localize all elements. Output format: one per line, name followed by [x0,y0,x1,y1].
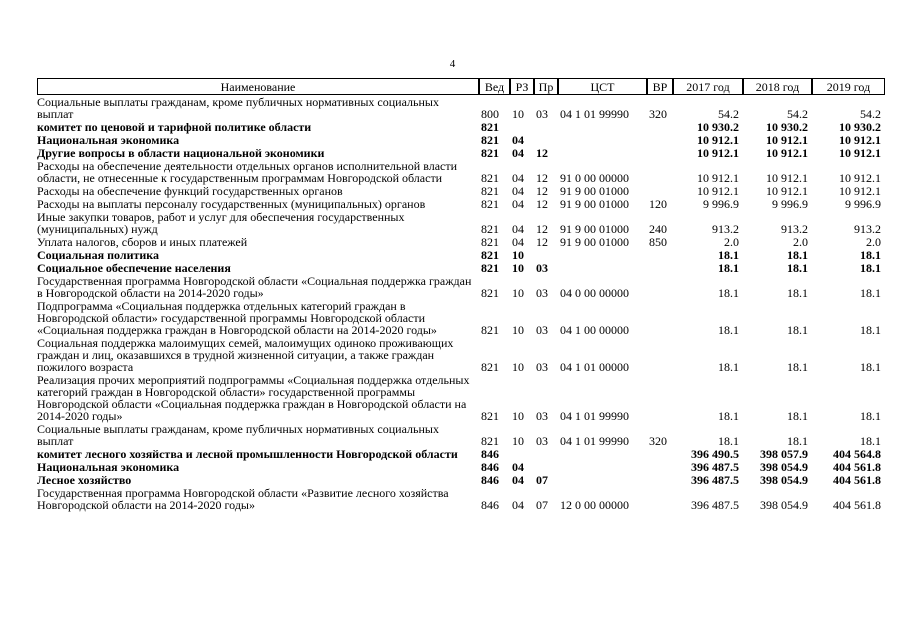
cell-2019: 54.2 [860,107,881,121]
cell-rz: 10 [512,434,524,448]
cell-cst: 91 0 00 00000 [560,171,629,185]
cell-pr: 03 [536,360,548,374]
cell-rz: 04 [512,498,524,512]
cell-vr [647,159,673,184]
table-row [37,184,885,197]
cell-2017: 54.2 [718,107,739,121]
cell-pr: 07 [536,498,548,512]
cell-2018: 9 996.9 [772,197,808,211]
cell-name: Государственная программа Новгородской области «Социальная поддержка граждан в Новгородской области на 2014-2020 годы» [37,274,472,300]
cell-pr: 12 [536,184,548,198]
cell-2017: 913.2 [712,222,739,236]
cell-2017: 396 487.5 [691,498,739,512]
cell-cst: 04 1 01 00000 [560,360,629,374]
cell-rz: 04 [512,184,524,198]
cell-vr: 320 [649,107,667,121]
cell-rz: 04 [512,146,524,160]
cell-2017: 396 490.5 [691,447,739,461]
cell-cst [558,261,647,274]
cell-name: Иные закупки товаров, работ и услуг для обеспечения государственных (муниципальных) нужд [37,210,405,236]
cell-pr: 03 [536,107,548,121]
cell-vr [647,146,673,159]
table-body [37,95,885,511]
cell-2019: 10 912.1 [839,171,881,185]
cell-2018: 18.1 [787,248,808,262]
cell-ved: 821 [481,409,499,423]
page-number: 4 [449,58,456,70]
cell-2017: 10 912.1 [697,184,739,198]
table-row [37,210,885,235]
cell-2018: 398 054.9 [760,473,808,487]
cell-2019: 10 912.1 [839,146,881,160]
cell-2018: 10 912.1 [766,171,808,185]
cell-2018: 18.1 [787,434,808,448]
cell-cst [558,460,647,473]
cell-cst [558,146,647,159]
cell-ved: 846 [481,473,499,487]
table-row [37,299,885,336]
cell-2017: 396 487.5 [691,473,739,487]
cell-pr: 03 [536,434,548,448]
cell-cst: 04 1 01 99990 [560,409,629,423]
cell-rz: 10 [512,248,524,262]
cell-pr: 12 [536,171,548,185]
cell-rz: 04 [512,133,524,147]
cell-2018: 18.1 [787,323,808,337]
cell-cst: 91 9 00 01000 [560,184,629,198]
cell-pr: 07 [536,473,548,487]
cell-name: Национальная экономика [37,133,180,147]
cell-pr: 03 [536,323,548,337]
cell-2019: 18.1 [860,360,881,374]
cell-vr [647,373,673,422]
cell-cst: 91 9 00 01000 [560,197,629,211]
column-header-2019: 2019 год [812,78,885,95]
cell-pr: 12 [536,235,548,249]
column-header-cst: ЦСТ [558,78,647,95]
cell-cst: 04 0 00 00000 [560,286,629,300]
column-header-vr: ВР [647,78,673,95]
cell-rz: 10 [512,409,524,423]
cell-rz: 04 [512,222,524,236]
cell-pr: 12 [536,222,548,236]
cell-cst: 04 1 01 99990 [560,107,629,121]
cell-2019: 18.1 [860,323,881,337]
table-row [37,95,885,120]
cell-cst: 04 1 01 99990 [560,434,629,448]
column-header-rz: РЗ [510,78,534,95]
cell-name: Социальные выплаты гражданам, кроме публичных нормативных социальных выплат [37,422,439,448]
cell-rz: 10 [512,261,524,275]
cell-ved: 821 [481,222,499,236]
cell-name: Национальная экономика [37,460,180,474]
cell-rz: 04 [512,460,524,474]
cell-cst: 04 1 00 00000 [560,323,629,337]
cell-pr [534,120,558,133]
cell-vr [647,447,673,460]
cell-vr [647,460,673,473]
cell-rz: 04 [512,473,524,487]
cell-2019: 404 561.8 [833,473,881,487]
cell-2018: 10 912.1 [766,184,808,198]
cell-rz: 04 [512,197,524,211]
table-row [37,460,885,473]
cell-2017: 18.1 [718,409,739,423]
cell-rz [510,447,534,460]
cell-ved: 846 [481,498,499,512]
cell-vr: 320 [649,434,667,448]
cell-2018: 398 054.9 [760,498,808,512]
cell-2019: 404 561.8 [833,460,881,474]
cell-2017: 18.1 [718,434,739,448]
cell-2019: 18.1 [860,409,881,423]
cell-cst [558,473,647,486]
cell-cst [558,447,647,460]
cell-2017: 18.1 [718,261,739,275]
cell-rz: 10 [512,323,524,337]
cell-ved: 821 [481,133,499,147]
cell-vr [647,486,673,511]
cell-2018: 10 912.1 [766,133,808,147]
cell-2018: 18.1 [787,261,808,275]
cell-name: Расходы на обеспечение деятельности отдельных органов исполнительной власти области, не отнесенные к государственным программам Новгородской области [37,159,458,185]
cell-vr [647,261,673,274]
cell-rz: 10 [512,360,524,374]
column-header-ved: Вед [479,78,510,95]
cell-2018: 18.1 [787,360,808,374]
cell-pr [534,460,558,473]
table-row [37,373,885,422]
table-row [37,159,885,184]
table-row [37,235,885,248]
column-header-name: Наименование [37,78,479,95]
cell-name: Лесное хозяйство [37,473,132,487]
cell-ved: 821 [481,434,499,448]
cell-2017: 2.0 [724,235,739,249]
cell-2018: 18.1 [787,286,808,300]
cell-2017: 18.1 [718,360,739,374]
cell-name: Государственная программа Новгородской области «Развитие лесного хозяйства Новгородской области на 2014-2020 годы» [37,486,449,512]
cell-ved: 821 [481,286,499,300]
column-header-2017: 2017 год [673,78,743,95]
table-row [37,133,885,146]
cell-ved: 821 [481,261,499,275]
cell-vr: 850 [649,235,667,249]
cell-name: Расходы на обеспечение функций государственных органов [37,184,343,198]
cell-2017: 396 487.5 [691,460,739,474]
cell-2018: 54.2 [787,107,808,121]
cell-ved: 821 [481,197,499,211]
cell-ved: 821 [481,323,499,337]
cell-pr [534,248,558,261]
cell-name: Другие вопросы в области национальной экономики [37,146,325,160]
cell-2017: 18.1 [718,323,739,337]
cell-2017: 9 996.9 [703,197,739,211]
cell-ved: 821 [481,146,499,160]
column-header-pr: Пр [534,78,558,95]
cell-ved: 821 [481,120,499,134]
cell-2018: 2.0 [793,235,808,249]
cell-2019: 18.1 [860,261,881,275]
cell-vr [647,248,673,261]
table-row [37,248,885,261]
cell-2019: 913.2 [854,222,881,236]
cell-vr [647,274,673,299]
cell-pr: 03 [536,286,548,300]
cell-vr [647,120,673,133]
cell-2019: 404 564.8 [833,447,881,461]
cell-2018: 398 054.9 [760,460,808,474]
cell-2017: 10 912.1 [697,146,739,160]
cell-name: комитет по ценовой и тарифной политике области [37,120,312,134]
cell-rz: 10 [512,107,524,121]
table-row [37,422,885,447]
cell-2019: 18.1 [860,434,881,448]
cell-2018: 913.2 [781,222,808,236]
cell-ved: 800 [481,107,499,121]
cell-2019: 404 561.8 [833,498,881,512]
table-row [37,197,885,210]
cell-2019: 10 912.1 [839,184,881,198]
cell-ved: 846 [481,460,499,474]
cell-vr: 240 [649,222,667,236]
table-header-row [37,78,885,95]
cell-2019: 18.1 [860,286,881,300]
table-row [37,274,885,299]
cell-name: Социальная поддержка малоимущих семей, малоимущих одиноко проживающих граждан и лиц, оказавшихся в трудной жизненной ситуации, а также граждан пожилого возраста [37,336,454,374]
table-row [37,261,885,274]
cell-cst: 12 0 00 00000 [560,498,629,512]
table-row [37,120,885,133]
cell-rz: 04 [512,235,524,249]
cell-ved: 821 [481,235,499,249]
cell-name: Социальная политика [37,248,160,262]
cell-name: Подпрограмма «Социальная поддержка отдельных категорий граждан в Новгородской области» государственной программы Новгородской области «Социальная поддержка граждан в Новгородской области на 2014-2020 годы» [37,299,437,337]
cell-cst [558,133,647,146]
cell-ved: 821 [481,171,499,185]
cell-name: Уплата налогов, сборов и иных платежей [37,235,248,249]
cell-name: Социальное обеспечение населения [37,261,231,275]
cell-2018: 10 912.1 [766,146,808,160]
cell-rz: 04 [512,171,524,185]
cell-vr [647,473,673,486]
cell-2019: 18.1 [860,248,881,262]
cell-2019: 10 912.1 [839,133,881,147]
column-header-2018: 2018 год [743,78,812,95]
cell-2018: 10 930.2 [766,120,808,134]
table-row [37,447,885,460]
cell-ved: 821 [481,184,499,198]
table-row [37,336,885,373]
cell-2017: 10 912.1 [697,171,739,185]
cell-ved: 821 [481,360,499,374]
budget-table [37,78,885,511]
cell-vr [647,336,673,373]
cell-name: Расходы на выплаты персоналу государственных (муниципальных) органов [37,197,426,211]
cell-pr: 12 [536,146,548,160]
cell-2018: 18.1 [787,409,808,423]
cell-name: Социальные выплаты гражданам, кроме публичных нормативных социальных выплат [37,95,439,121]
cell-2017: 10 930.2 [697,120,739,134]
cell-name: комитет лесного хозяйства и лесной промышленности Новгородской области [37,447,458,461]
cell-pr: 12 [536,197,548,211]
cell-vr: 120 [649,197,667,211]
cell-cst: 91 9 00 01000 [560,222,629,236]
cell-vr [647,133,673,146]
cell-pr [534,133,558,146]
cell-pr: 03 [536,409,548,423]
cell-2019: 10 930.2 [839,120,881,134]
cell-2019: 9 996.9 [845,197,881,211]
cell-vr [647,299,673,336]
table-row [37,473,885,486]
table-row [37,486,885,511]
cell-rz [510,120,534,133]
cell-pr: 03 [536,261,548,275]
cell-name: Реализация прочих мероприятий подпрограммы «Социальная поддержка отдельных категорий граждан в Новгородской области» государственной программы Новгородской области «Социальная поддержка граждан в Новгородской области на 2014-2020 годы» [37,373,470,423]
cell-2017: 10 912.1 [697,133,739,147]
cell-vr [647,184,673,197]
cell-2018: 398 057.9 [760,447,808,461]
cell-cst: 91 9 00 01000 [560,235,629,249]
cell-ved: 821 [481,248,499,262]
cell-2019: 2.0 [866,235,881,249]
cell-2017: 18.1 [718,286,739,300]
table-row [37,146,885,159]
cell-rz: 10 [512,286,524,300]
cell-cst [558,248,647,261]
cell-ved: 846 [481,447,499,461]
cell-2017: 18.1 [718,248,739,262]
cell-cst [558,120,647,133]
cell-pr [534,447,558,460]
